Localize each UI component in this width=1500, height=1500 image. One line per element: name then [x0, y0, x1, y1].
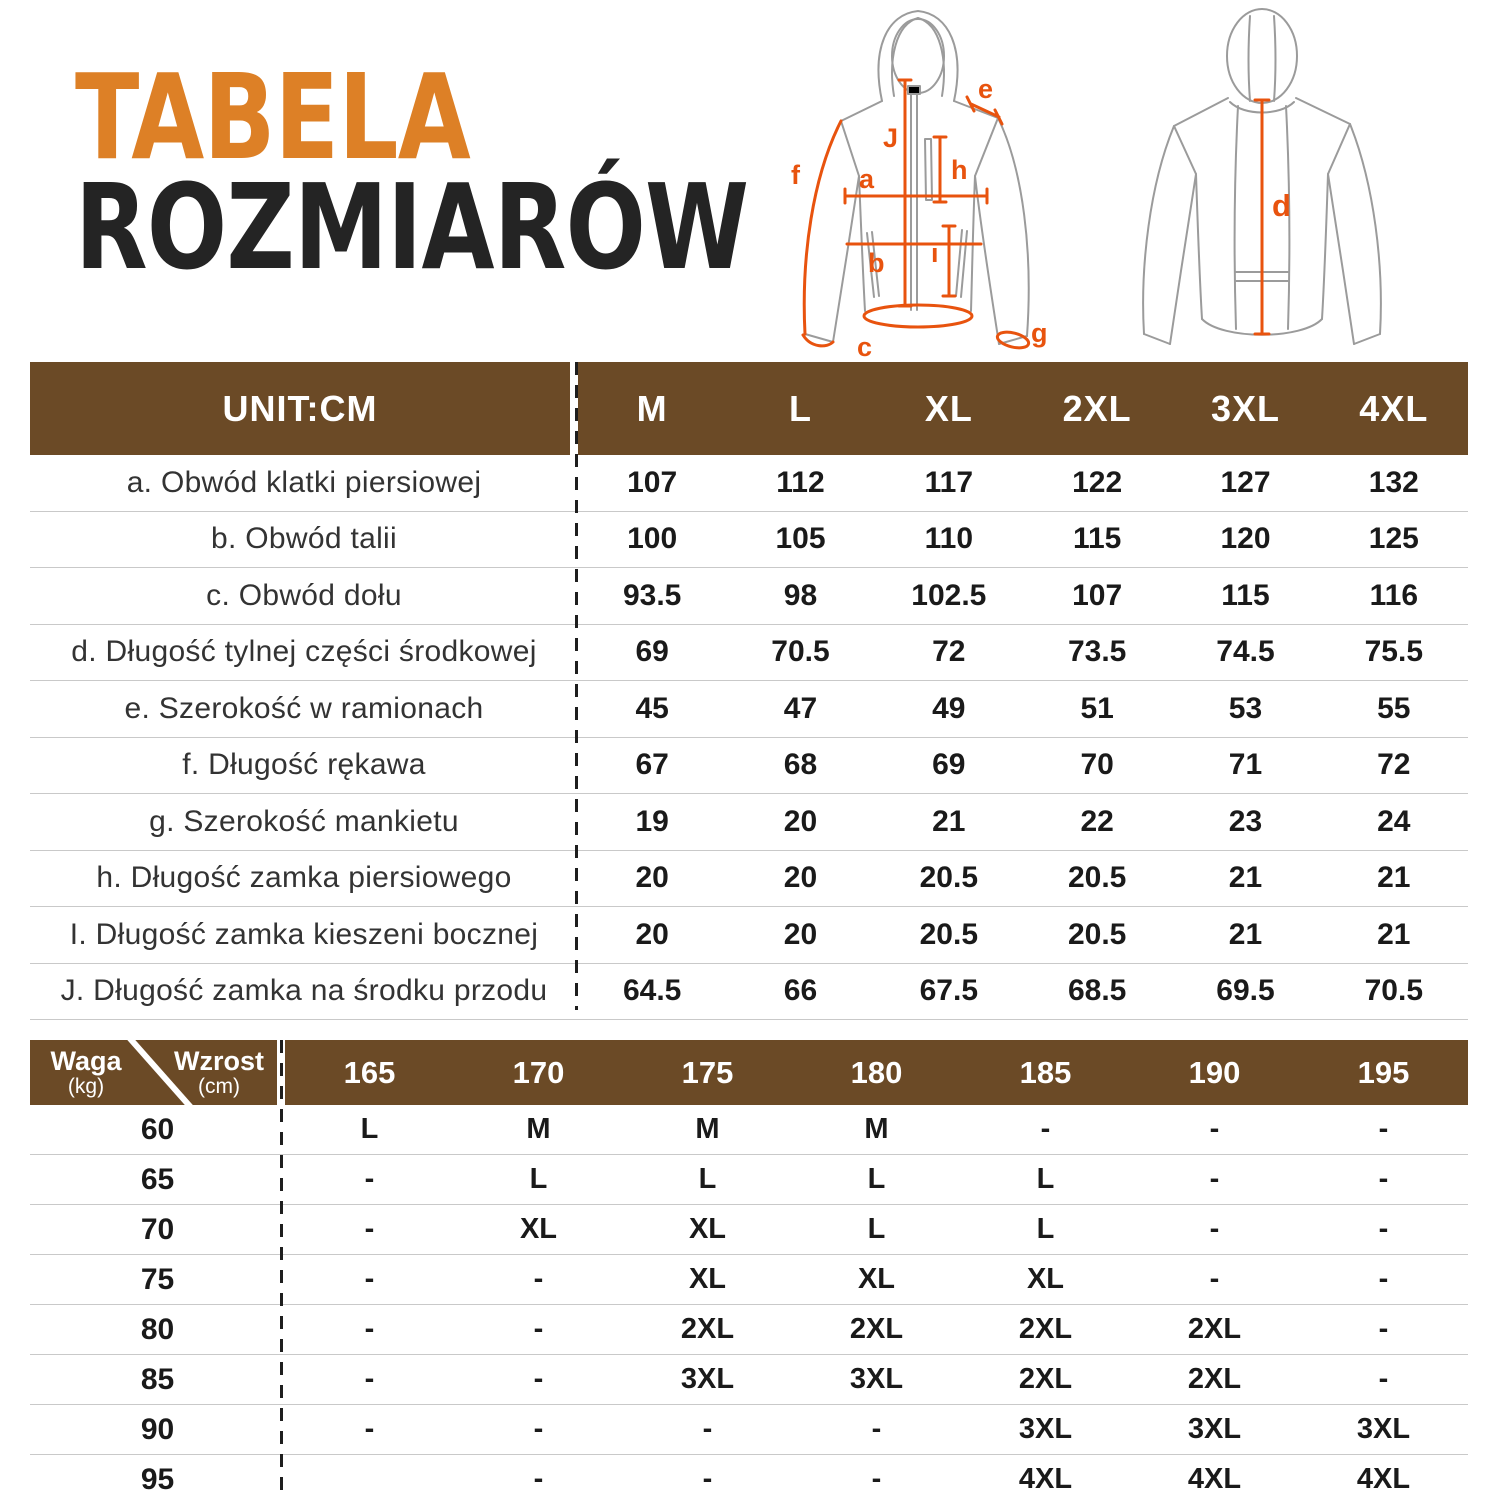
measure-label-d: d	[1272, 188, 1291, 223]
measurement-value: 24	[1377, 804, 1411, 838]
measurement-value: 127	[1220, 465, 1271, 499]
measurement-row	[30, 568, 1468, 625]
measurement-value: 107	[1072, 578, 1123, 612]
measurement-label: I. Długość zamka kieszeni bocznej	[69, 917, 539, 951]
fit-row	[30, 1355, 1468, 1405]
measurement-row	[30, 625, 1468, 682]
measurement-table-header	[30, 362, 1468, 455]
measurement-row	[30, 907, 1468, 964]
measurement-label: f. Długość rękawa	[182, 748, 426, 782]
fit-cell: 4XL	[1018, 1463, 1073, 1495]
fit-cell: 3XL	[849, 1363, 904, 1395]
fit-cell: -	[533, 1463, 544, 1495]
measurement-label: J. Długość zamka na środku przodu	[60, 974, 548, 1008]
fit-table	[30, 1040, 1468, 1497]
fit-cell: -	[1378, 1213, 1389, 1245]
unit-label: UNIT:CM	[30, 362, 570, 455]
fit-cell: 3XL	[680, 1363, 735, 1395]
measurement-value: 105	[775, 522, 826, 556]
measurement-label: a. Obwód klatki piersiowej	[126, 465, 482, 499]
measurement-value: 117	[924, 465, 974, 499]
fit-cell: 3XL	[1356, 1413, 1411, 1445]
measure-label-h: h	[951, 155, 968, 185]
fit-cell: 4XL	[1356, 1463, 1411, 1495]
fit-cell: -	[871, 1463, 882, 1495]
measure-label-J: J	[883, 123, 899, 153]
fit-cell: -	[364, 1263, 375, 1295]
fit-cell: -	[364, 1413, 375, 1445]
measurement-value: 69	[635, 635, 669, 669]
height-column-header: 170	[454, 1040, 623, 1105]
measurement-value: 22	[1080, 804, 1114, 838]
fit-cell: -	[1378, 1163, 1389, 1195]
fit-cell: -	[871, 1413, 882, 1445]
measurement-value: 53	[1228, 691, 1263, 725]
fit-cell: M	[695, 1113, 720, 1145]
measurement-value: 20.5	[919, 917, 979, 951]
fit-cell: 2XL	[1018, 1363, 1073, 1395]
measurement-value: 107	[627, 465, 678, 499]
size-column-header: M	[578, 362, 726, 455]
measurement-value: 70	[1080, 748, 1114, 782]
fit-cell: XL	[857, 1263, 896, 1295]
weight-value: 85	[140, 1362, 175, 1396]
measurement-value: 75.5	[1364, 635, 1424, 669]
fit-cell: 2XL	[1018, 1313, 1073, 1345]
measurement-table-body	[30, 455, 1468, 1020]
fit-cell: L	[867, 1163, 886, 1195]
measurement-label: g. Szerokość mankietu	[149, 804, 459, 838]
height-column-header: 165	[285, 1040, 454, 1105]
jacket-front-diagram	[775, 4, 1070, 360]
fit-cell: L	[529, 1163, 548, 1195]
measurement-value: 102.5	[911, 578, 987, 612]
fit-cell: M	[526, 1113, 551, 1145]
measure-label-i: i	[931, 238, 939, 268]
fit-table-header	[30, 1040, 1468, 1105]
measurement-value: 21	[932, 804, 966, 838]
fit-cell: -	[364, 1213, 375, 1245]
measurement-value: 20.5	[919, 861, 979, 895]
measurement-value: 55	[1377, 691, 1411, 725]
measurement-value: 74.5	[1216, 635, 1275, 669]
measurement-value: 122	[1072, 465, 1123, 499]
measurement-value: 132	[1368, 465, 1419, 499]
fit-cell: -	[702, 1413, 713, 1445]
measurement-row	[30, 512, 1468, 569]
fit-cell: XL	[688, 1263, 727, 1295]
fit-cell: 3XL	[1187, 1413, 1242, 1445]
weight-value: 70	[140, 1212, 175, 1246]
measurement-table	[30, 362, 1468, 1010]
fit-cell: L	[698, 1163, 717, 1195]
fit-cell: -	[533, 1413, 544, 1445]
measurement-value: 68	[783, 748, 818, 782]
measurement-value: 19	[635, 804, 669, 838]
column-divider-dashed	[575, 362, 578, 1010]
measurement-value: 70.5	[771, 635, 830, 669]
measurement-label: b. Obwód talii	[211, 522, 397, 556]
height-header	[167, 1040, 271, 1105]
measure-label-e: e	[978, 74, 994, 104]
measurement-value: 112	[776, 465, 825, 499]
jacket-back-measurement-lines	[1255, 100, 1269, 334]
fit-cell: -	[364, 1363, 375, 1395]
measurement-value: 20	[635, 917, 669, 951]
height-column-header: 180	[792, 1040, 961, 1105]
height-column-header: 175	[623, 1040, 792, 1105]
measurement-value: 20.5	[1067, 861, 1127, 895]
fit-cell: XL	[519, 1213, 558, 1245]
fit-row	[30, 1405, 1468, 1455]
fit-cell: -	[1040, 1113, 1051, 1145]
weight-value: 95	[140, 1462, 175, 1496]
fit-column-divider-dashed	[280, 1040, 283, 1497]
fit-row	[30, 1105, 1468, 1155]
weight-value: 65	[140, 1162, 175, 1196]
measurement-value: 69	[932, 748, 966, 782]
fit-cell: -	[1378, 1313, 1389, 1345]
measurement-row	[30, 851, 1468, 908]
fit-cell: -	[533, 1363, 544, 1395]
measurement-row	[30, 738, 1468, 795]
fit-cell: -	[1209, 1263, 1220, 1295]
measurement-value: 93.5	[622, 578, 682, 612]
measure-label-f: f	[791, 160, 800, 190]
height-unit: (cm)	[198, 1074, 240, 1098]
measurement-value: 72	[932, 635, 966, 669]
measurement-value: 71	[1228, 748, 1263, 782]
fit-cell: -	[364, 1313, 375, 1345]
fit-cell: XL	[1026, 1263, 1065, 1295]
weight-unit: (kg)	[67, 1074, 105, 1098]
measure-label-c: c	[857, 332, 873, 360]
measurement-value: 120	[1220, 522, 1271, 556]
measurement-value: 68.5	[1067, 974, 1127, 1008]
title-line-1: TABELA	[75, 48, 470, 186]
fit-cell: L	[360, 1113, 379, 1145]
fit-row	[30, 1255, 1468, 1305]
fit-cell: -	[1209, 1213, 1220, 1245]
measurement-row	[30, 455, 1468, 512]
measurement-value: 20	[635, 861, 669, 895]
size-column-header: 3XL	[1171, 362, 1319, 455]
fit-cell: L	[867, 1213, 886, 1245]
fit-cell: 4XL	[1187, 1463, 1242, 1495]
measurement-value: 45	[635, 691, 669, 725]
measurement-value: 64.5	[622, 974, 682, 1008]
fit-cell: 2XL	[849, 1313, 904, 1345]
measurement-value: 72	[1377, 748, 1411, 782]
measurement-label: h. Długość zamka piersiowego	[96, 861, 512, 895]
measurement-value: 69.5	[1216, 974, 1275, 1008]
weight-value: 80	[140, 1312, 175, 1346]
fit-cell: -	[1378, 1263, 1389, 1295]
height-column-header: 190	[1130, 1040, 1299, 1105]
measurement-label: e. Szerokość w ramionach	[124, 691, 484, 725]
measurement-row	[30, 964, 1468, 1021]
jacket-front-measure-labels	[791, 74, 1048, 360]
fit-row	[30, 1205, 1468, 1255]
weight-value: 75	[140, 1262, 175, 1296]
measure-label-a: a	[859, 164, 875, 194]
weight-value: 90	[140, 1412, 175, 1446]
weight-label: Waga	[50, 1046, 122, 1077]
fit-cell: 2XL	[1187, 1313, 1242, 1345]
fit-cell: L	[1036, 1213, 1055, 1245]
measurement-value: 20.5	[1067, 917, 1127, 951]
measurement-value: 125	[1368, 522, 1419, 556]
measurement-value: 98	[783, 578, 818, 612]
measurement-value: 21	[1377, 861, 1411, 895]
measurement-value: 67.5	[919, 974, 979, 1008]
fit-cell	[285, 1455, 454, 1500]
measurement-value: 47	[783, 691, 818, 725]
size-column-header: L	[726, 362, 874, 455]
size-column-header: 2XL	[1023, 362, 1171, 455]
jacket-back-diagram	[1122, 4, 1417, 356]
measurement-value: 21	[1228, 917, 1263, 951]
measurement-value: 66	[783, 974, 818, 1008]
measurement-value: 20	[783, 917, 818, 951]
measurement-label: c. Obwód dołu	[206, 578, 402, 612]
fit-table-body	[30, 1105, 1468, 1500]
measurement-value: 115	[1221, 578, 1270, 612]
measure-label-g: g	[1031, 318, 1048, 348]
measurement-value: 116	[1369, 578, 1419, 612]
height-column-header: 185	[961, 1040, 1130, 1105]
measurement-value: 51	[1080, 691, 1114, 725]
measurement-value: 67	[635, 748, 669, 782]
fit-row	[30, 1305, 1468, 1355]
weight-value: 60	[140, 1112, 175, 1146]
fit-row	[30, 1455, 1468, 1500]
measurement-value: 115	[1072, 522, 1122, 556]
measurement-value: 20	[783, 861, 818, 895]
size-column-header: XL	[875, 362, 1023, 455]
measure-label-b: b	[868, 248, 885, 278]
measurement-value: 21	[1228, 861, 1263, 895]
measurement-value: 110	[924, 522, 974, 556]
fit-cell: -	[702, 1463, 713, 1495]
fit-cell: 2XL	[680, 1313, 735, 1345]
measurement-value: 20	[783, 804, 818, 838]
title-line-2: ROZMIARÓW	[75, 158, 749, 296]
fit-cell: -	[1209, 1113, 1220, 1145]
measurement-value: 70.5	[1364, 974, 1424, 1008]
measurement-row	[30, 794, 1468, 851]
fit-cell: XL	[688, 1213, 727, 1245]
fit-cell: -	[533, 1313, 544, 1345]
fit-cell: 3XL	[1018, 1413, 1073, 1445]
fit-cell: L	[1036, 1163, 1055, 1195]
fit-cell: 2XL	[1187, 1363, 1242, 1395]
size-column-header: 4XL	[1320, 362, 1468, 455]
fit-cell: -	[1378, 1363, 1389, 1395]
fit-cell: -	[364, 1163, 375, 1195]
measurement-value: 23	[1228, 804, 1263, 838]
fit-cell: M	[864, 1113, 889, 1145]
fit-row	[30, 1155, 1468, 1205]
fit-cell: -	[1378, 1113, 1389, 1145]
measurement-label: d. Długość tylnej części środkowej	[71, 635, 537, 669]
height-column-header: 195	[1299, 1040, 1468, 1105]
fit-cell: -	[1209, 1163, 1220, 1195]
fit-cell: -	[533, 1263, 544, 1295]
measurement-row	[30, 681, 1468, 738]
measurement-value: 73.5	[1067, 635, 1127, 669]
fit-corner-cell	[30, 1040, 277, 1105]
measurement-value: 49	[932, 691, 966, 725]
height-label: Wzrost	[174, 1046, 264, 1077]
measurement-value: 100	[627, 522, 678, 556]
jacket-front-outline	[805, 11, 1029, 344]
measurement-value: 21	[1377, 917, 1411, 951]
